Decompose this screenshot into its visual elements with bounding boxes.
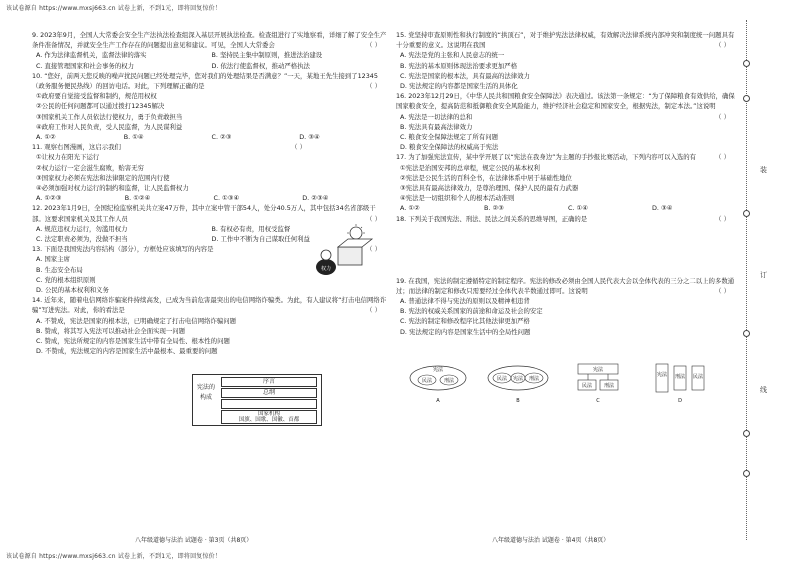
option-a: A. 宪法是一切法律的总和: [400, 112, 473, 121]
right-column: [396, 30, 736, 337]
option-a: A. 作为法律监督机关，监督法律的落实: [36, 51, 147, 60]
binding-char: 订: [760, 271, 767, 279]
fig-d-xing: 刑法: [674, 374, 686, 380]
option-d: D. 依法行使监督权，推动严格执法: [211, 61, 310, 70]
statement-4: ④宪法是一切组织和个人的根本活动准则: [400, 194, 515, 203]
option-a: A. ①②: [36, 133, 56, 142]
fig-a-xian: 宪法: [432, 367, 444, 373]
option-c: C. 宪法是国家的根本法，具有最高的法律效力: [400, 71, 530, 80]
option-c: C. ①④: [568, 204, 588, 213]
binding-hole: [743, 430, 750, 437]
constitution-structure-diagram: [192, 374, 322, 426]
left-column: [32, 30, 387, 357]
option-b: B. 生态安全布局: [36, 265, 83, 274]
question-9: [32, 30, 387, 71]
option-d: D. ③④: [299, 133, 320, 142]
question-16: [396, 91, 736, 152]
page-footer-left: 八年级道德与法治 试题卷 · 第3页（共8页）: [135, 537, 253, 544]
fig-a-min: 民法: [421, 378, 433, 384]
statement-1: ①政府要自觉接受监督和制约，规范用权权: [36, 92, 157, 101]
fig-b-letter: B: [516, 398, 520, 404]
question-15: [396, 30, 736, 91]
question-stem: 9. 2023年9月，全国人大常委会安全生产法执法检查组深入基层开展执法检查。检查组进行了实地察看，详细了解了安全生产条件准备情况，并就安全生产工作存在的问题提出意见和建议。可见，全国人大常委会 （ ）: [32, 31, 387, 50]
fig-a-xing: 刑法: [443, 378, 455, 384]
statement-1: ①宪法是治国安邦的总章程，规定公民的基本权利: [400, 163, 540, 172]
fig-b-xing: 刑法: [528, 376, 540, 382]
binding-hole: [743, 470, 750, 477]
question-stem: 17. 为了加强宪法宣传，某中学开展了以“宪法在我身边”为主题的手抄报比赛活动，下列内容可以入选的有 （ ）: [396, 153, 730, 162]
binding-hole: [743, 210, 750, 217]
option-a: A. 不赞成，宪法是国家的根本法，已明确规定了打击电信网络诈骗问题: [36, 316, 237, 325]
statement-2: ②宪法是公民生活的百科全书，在法律体系中居于基础性地位: [400, 173, 572, 182]
fig-d-xian: 宪法: [656, 372, 668, 378]
question-stem: 19. 在我国，宪法的制定遵循特定的制定程序。宪法的修改必须由全国人民代表大会以全体代表的三分之二以上的多数通过；而法律的制定和修改只需要经过全体代表半数通过即可。这说明 （ ）: [396, 276, 735, 295]
question-stem: 13. 下面是我国宪法内容结构（部分），方框处应该填写的内容是 （ ）: [32, 245, 381, 254]
watermark-top: 该试卷源自 https://www.mxsj663.cn 试卷上新，不到1元，即将回复惊价！: [6, 5, 222, 12]
fig-c-letter: C: [596, 398, 600, 404]
page-footer-right: 八年级道德与法治 试题卷 · 第4页（共8页）: [492, 537, 610, 544]
option-d: D. 粮食安全保障法的权威高于宪法: [400, 143, 499, 152]
option-a: A. ①②: [400, 204, 420, 213]
option-b: B. 宪法具有最高法律效力: [400, 122, 473, 131]
option-b: B. ①②④: [124, 194, 151, 203]
binding-hole: [743, 95, 750, 102]
option-d: D. 不赞成，宪法规定的内容是国家生活中最根本、最重要的问题: [36, 347, 218, 356]
option-a: A. 国家主席: [36, 255, 70, 264]
fig-b-min: 民法: [496, 376, 508, 382]
question-10: [32, 71, 387, 142]
question-18: [396, 214, 736, 276]
statement-3: ③国家权力必须在宪法和法律限定的范围内行使: [36, 173, 170, 182]
fig-c-xian: 宪法: [592, 367, 604, 373]
option-a: A. 规范违权力运行，勿滥用权力: [36, 224, 128, 233]
statement-2: ②权力运行一定会滋生腐败，贻害无穷: [36, 163, 144, 172]
q18-diagrams: [408, 362, 738, 408]
statement-1: ①让权力在阳光下运行: [36, 153, 100, 162]
question-stem: 12. 2023年1月9日，全国纪检监察机关共立案47万件，其中立案中管干部54人，处分40.5万人，其中包括34名省部级干部。这要求国家机关及其工作人员 （ ）: [32, 204, 381, 223]
binding-char: 线: [760, 386, 767, 394]
question-stem: 18. 下列关于我国宪法、刑法、民法之间关系的思维导图，正确的是 （ ）: [396, 214, 730, 223]
question-stem: 16. 2023年12月29日，《中华人民共和国粮食安全保障法》表决通过。该法第一条规定：“为了保障粮食有效供给，确保国家粮食安全，提高防范和抵御粮食安全风险能力，维护经济社会稳定和国家安全，根据宪法，制定本法。”这说明 （ ）: [396, 92, 735, 121]
option-b: B. 有权必有责，用权受监督: [211, 224, 291, 233]
option-a: A. 宪法是党的主张和人民意志的统一: [400, 51, 505, 60]
binding-char: 装: [760, 166, 767, 174]
option-d: D. ③④: [652, 204, 673, 213]
option-a: A. ①②③: [36, 194, 62, 203]
option-c: C. 法定职责必须为，没做不担当: [36, 235, 128, 244]
option-c: C. 赞成，宪法所规定的内容是国家生活中带有全局性、根本性的问题: [36, 337, 230, 346]
option-b: B. 宪法的基本原则体现法治要求更加严格: [400, 61, 518, 70]
fig-b-xian: 宪法: [512, 376, 524, 382]
binding-hole: [743, 60, 750, 67]
option-b: B. 赞成，将其写入宪法可以推动社会全面实现一问题: [36, 326, 186, 335]
option-d: D. 宪法规定的内容都是国家生活的具体化: [400, 82, 518, 91]
option-c: C. 粮食安全保障法规定了所有问题: [400, 133, 498, 142]
statement-2: ②公民的任何问题都可以通过拨打12345解决: [36, 102, 165, 111]
option-d: D. 公民的基本权利和义务: [36, 286, 109, 295]
fig-d-letter: D: [678, 398, 682, 404]
option-a: A. 普通法律不得与宪法的原则以及精神相违背: [400, 297, 530, 306]
fig-d-min: 民法: [692, 374, 704, 380]
option-b: B. 坚持民主集中制原则，推进法治建设: [211, 51, 323, 60]
binding-hole: [743, 330, 750, 337]
option-c: C. ②③: [211, 133, 232, 142]
power-cartoon-image: [312, 223, 374, 281]
diagram-side-label: 宪法的构成: [196, 384, 215, 401]
question-stem: 14. 近年来，随着电信网络诈骗案件持续高发，已成为当前危害最突出的电信网络诈骗类。为此，有人建议将“打击电信网络诈骗”写进宪法。对此，你的看法是 （ ）: [32, 296, 387, 315]
option-c: C. 宪法的制定和修改程序比其他法律更加严格: [400, 317, 530, 326]
diagram-general: 总纲: [221, 388, 317, 398]
statement-3: ③宪法具有最高法律效力，是尊治理国、保护人民的最有力武器: [400, 184, 579, 193]
option-d: D. 工作中不断为自己谋取任何利益: [211, 235, 310, 244]
fig-c-min: 民法: [581, 383, 593, 389]
option-d: D. 宪法规定的内容是国家生活中的全局性问题: [400, 327, 531, 336]
option-b: B. ②③: [484, 204, 504, 213]
diagram-organs: 国家机构 国旗、国歌、国徽、首都: [221, 410, 317, 424]
question-stem: 11. 观察右图漫画，这启示我们 （ ）: [32, 143, 306, 152]
question-17: [396, 152, 736, 213]
watermark-bottom: 该试卷源自 https://www.mxsj663.cn 试卷上新，不到1元，即将回复惊价！: [6, 553, 222, 560]
question-19: [396, 276, 736, 337]
question-stem: 10. “您好，前两天您反映的噪声扰民问题已经处理完毕，您对我们的处理结果是否满意？”一天，某地王先生接到了12345（政务服务便民热线）的回访电话。对此，下列理解正确的是 （ ）: [32, 71, 381, 91]
cartoon-label: 权力: [320, 266, 332, 272]
option-c: C. 党的根本组织原则: [36, 275, 96, 284]
fig-c-xing: 刑法: [603, 383, 615, 389]
statement-3: ③国家机关工作人员依法行使权力，勇于负责敢担当: [36, 112, 183, 121]
question-14: [32, 295, 387, 356]
question-stem: 15. 党坚持审查原则性和执行制度的“拱顶石”，对于维护宪法法律权威，有效解决法律系统内部冲突和制度统一问题具有十分重要的意义。这说明在我国 （ ）: [396, 31, 735, 50]
question-11: [32, 142, 329, 203]
diagram-blank-box: [221, 399, 317, 409]
diagram-preface: 序言: [221, 377, 317, 387]
statement-4: ④政府工作对人民负责，受人民监督，为人民谋利益: [36, 122, 183, 131]
fig-a-letter: A: [436, 398, 440, 404]
option-c: C. 直接管理国家和社会事务的权力: [36, 61, 134, 70]
option-b: B. 宪法的权威关系国家的前途和命运及社会的安定: [400, 307, 543, 316]
option-c: C. ①③④: [213, 194, 240, 203]
option-d: D. ②③④: [302, 194, 329, 203]
option-b: B. ①④: [123, 133, 144, 142]
statement-4: ④必须加强对权力运行的制约和监督，让人民监督权力: [36, 184, 189, 193]
